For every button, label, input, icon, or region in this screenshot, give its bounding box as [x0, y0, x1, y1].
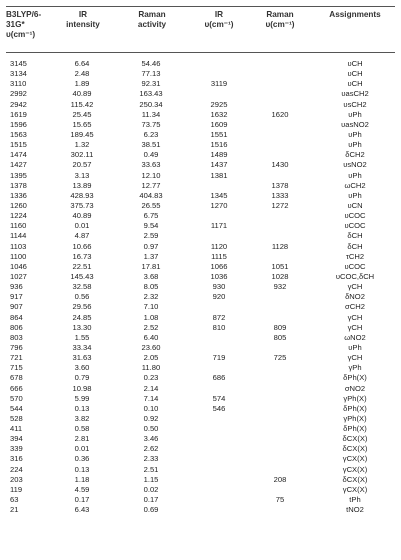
calc-frequency-cell: 1336	[10, 190, 27, 200]
table-row	[0, 394, 401, 404]
raman-frequency-cell: 725	[273, 353, 287, 363]
table-row	[0, 292, 401, 302]
calc-frequency-cell: 1474	[10, 150, 27, 160]
ir-frequency-cell: 546	[212, 403, 226, 413]
ir-frequency-cell: 1632	[210, 109, 228, 119]
assignment-cell: υCOC	[344, 221, 366, 231]
assignment-cell: υPh	[348, 342, 362, 352]
raman-activity-cell: 1.08	[143, 312, 159, 322]
raman-frequency-cell: 208	[273, 474, 287, 484]
calc-frequency-cell: 796	[10, 342, 23, 352]
ir-intensity-cell: 22.51	[72, 261, 92, 271]
calc-frequency-cell: 1224	[10, 211, 27, 221]
ir-intensity-cell: 10.66	[72, 241, 92, 251]
ir-intensity-cell: 3.13	[74, 170, 90, 180]
header-raman-frequency-unit: υ(cm⁻¹)	[265, 20, 295, 29]
ir-intensity-cell: 145.43	[70, 271, 94, 281]
raman-activity-cell: 11.34	[141, 109, 161, 119]
ir-intensity-cell: 31.63	[72, 353, 92, 363]
ir-intensity-cell: 10.98	[72, 383, 92, 393]
raman-activity-cell: 2.33	[143, 454, 159, 464]
assignment-cell: δPh(X)	[343, 424, 367, 434]
table-row	[0, 424, 401, 434]
calc-frequency-cell: 316	[10, 454, 23, 464]
calc-frequency-cell: 1619	[10, 109, 27, 119]
raman-activity-cell: 1.15	[143, 474, 159, 484]
raman-activity-cell: 77.13	[141, 69, 161, 79]
table-row	[0, 211, 401, 221]
raman-activity-cell: 73.75	[141, 119, 161, 129]
calc-frequency-cell: 1563	[10, 129, 27, 139]
table-row	[0, 262, 401, 272]
assignment-cell: γCH	[347, 322, 363, 332]
assignment-cell: υPh	[348, 109, 362, 119]
calc-frequency-cell: 806	[10, 322, 23, 332]
table-row	[0, 384, 401, 394]
raman-frequency-cell: 1028	[271, 271, 289, 281]
calc-frequency-cell: 544	[10, 403, 23, 413]
ir-frequency-cell: 686	[212, 373, 226, 383]
raman-activity-cell: 0.49	[143, 150, 159, 160]
ir-intensity-cell: 29.56	[72, 302, 92, 312]
raman-activity-cell: 2.51	[143, 464, 159, 474]
table-row	[0, 89, 401, 99]
ir-intensity-cell: 302.11	[70, 150, 94, 160]
ir-intensity-cell: 0.01	[74, 221, 90, 231]
raman-activity-cell: 163.43	[139, 89, 163, 99]
header-raman-activity-line1: Raman	[138, 10, 166, 19]
table-row	[0, 495, 401, 505]
header-raman-frequency	[255, 10, 305, 30]
assignment-cell: υCH	[347, 69, 363, 79]
header-ir-intensity-line1: IR	[78, 10, 88, 19]
calc-frequency-cell: 119	[10, 484, 23, 494]
table-row	[0, 485, 401, 495]
table-row	[0, 313, 401, 323]
ir-frequency-cell: 1551	[210, 129, 228, 139]
ir-intensity-cell: 24.85	[72, 312, 92, 322]
ir-frequency-cell: 1115	[211, 251, 227, 261]
raman-frequency-cell: 1620	[271, 109, 289, 119]
ir-frequency-cell: 1437	[210, 160, 228, 170]
calc-frequency-cell: 864	[10, 312, 23, 322]
table-row	[0, 100, 401, 110]
calc-frequency-cell: 803	[10, 332, 23, 342]
assignment-cell: γCH	[347, 282, 363, 292]
raman-activity-cell: 8.05	[143, 282, 159, 292]
calc-frequency-cell: 1160	[10, 221, 27, 231]
assignment-cell: δCX(X)	[342, 444, 368, 454]
table-row	[0, 140, 401, 150]
raman-activity-cell: 404.83	[139, 190, 163, 200]
table-row	[0, 475, 401, 485]
ir-intensity-cell: 4.87	[74, 231, 90, 241]
raman-frequency-cell: 1430	[271, 160, 289, 170]
assignment-cell: υasCH2	[341, 89, 369, 99]
table-row	[0, 150, 401, 160]
assignment-cell: δCH	[347, 231, 363, 241]
raman-frequency-cell: 1051	[271, 261, 289, 271]
assignment-cell: υasNO2	[341, 119, 369, 129]
ir-intensity-cell: 1.18	[74, 474, 90, 484]
assignment-cell: tNO2	[346, 505, 364, 515]
raman-frequency-cell: 932	[273, 282, 287, 292]
calc-frequency-cell: 2942	[10, 99, 27, 109]
assignment-cell: σCH2	[345, 302, 365, 312]
table-row	[0, 221, 401, 231]
calc-frequency-cell: 21	[10, 505, 19, 515]
assignment-cell: υsCH2	[343, 99, 367, 109]
raman-activity-cell: 2.52	[143, 322, 159, 332]
ir-intensity-cell: 4.59	[74, 484, 90, 494]
calc-frequency-cell: 3110	[10, 79, 27, 89]
ir-intensity-cell: 0.13	[74, 403, 90, 413]
table-row	[0, 160, 401, 170]
ir-intensity-cell: 3.82	[74, 413, 90, 423]
header-calc-line1: B3LYP/6-	[6, 10, 42, 19]
raman-activity-cell: 92.31	[141, 79, 161, 89]
ir-frequency-cell: 719	[212, 353, 226, 363]
raman-frequency-cell: 809	[273, 322, 287, 332]
table-row	[0, 252, 401, 262]
ir-frequency-cell: 1120	[210, 241, 228, 251]
header-assignments	[320, 10, 390, 20]
table-row	[0, 191, 401, 201]
header-ir-frequency-unit: υ(cm⁻¹)	[204, 20, 234, 29]
raman-frequency-cell: 1272	[271, 200, 289, 210]
calc-frequency-cell: 1427	[10, 160, 27, 170]
raman-activity-cell: 0.69	[143, 505, 159, 515]
ir-frequency-cell: 1345	[210, 190, 228, 200]
ir-intensity-cell: 13.89	[72, 180, 92, 190]
raman-activity-cell: 250.34	[139, 99, 163, 109]
calc-frequency-cell: 1103	[10, 241, 27, 251]
ir-intensity-cell: 20.57	[72, 160, 92, 170]
assignment-cell: υCOC,δCH	[335, 271, 375, 281]
raman-activity-cell: 0.92	[143, 413, 159, 423]
assignment-cell: υPh	[348, 140, 362, 150]
ir-intensity-cell: 6.43	[74, 505, 90, 515]
table-row	[0, 505, 401, 515]
table-row	[0, 79, 401, 89]
raman-activity-cell: 0.97	[143, 241, 159, 251]
assignment-cell: γCX(X)	[342, 464, 368, 474]
header-bottom-rule	[6, 52, 395, 53]
table-row	[0, 201, 401, 211]
table-row	[0, 282, 401, 292]
table-row	[0, 120, 401, 130]
calc-frequency-cell: 715	[10, 363, 23, 373]
raman-activity-cell: 6.75	[143, 211, 159, 221]
ir-intensity-cell: 0.36	[74, 454, 90, 464]
ir-frequency-cell: 930	[212, 282, 226, 292]
header-ir-frequency-line1: IR	[214, 10, 224, 19]
ir-intensity-cell: 375.73	[70, 200, 94, 210]
assignment-cell: δNO2	[345, 292, 365, 302]
header-assignments-line1: Assignments	[329, 10, 381, 19]
ir-intensity-cell: 13.30	[72, 322, 92, 332]
ir-frequency-cell: 1516	[210, 140, 228, 150]
assignment-cell: δCH2	[345, 150, 365, 160]
ir-intensity-cell: 1.32	[74, 140, 90, 150]
table-row	[0, 130, 401, 140]
calc-frequency-cell: 1378	[10, 180, 27, 190]
raman-activity-cell: 0.23	[143, 373, 159, 383]
ir-intensity-cell: 32.58	[72, 282, 92, 292]
assignment-cell: γCX(X)	[342, 454, 368, 464]
calc-frequency-cell: 1260	[10, 200, 27, 210]
calc-frequency-cell: 2992	[10, 89, 27, 99]
assignment-cell: γCH	[347, 353, 363, 363]
raman-activity-cell: 33.63	[141, 160, 161, 170]
assignment-cell: γPh(X)	[343, 413, 367, 423]
raman-activity-cell: 12.10	[141, 170, 161, 180]
assignment-cell: υPh	[348, 129, 362, 139]
ir-frequency-cell: 1609	[210, 119, 228, 129]
table-row	[0, 171, 401, 181]
raman-activity-cell: 17.81	[141, 261, 161, 271]
header-raman-activity	[127, 10, 177, 30]
calc-frequency-cell: 1046	[10, 261, 27, 271]
table-row	[0, 444, 401, 454]
calc-frequency-cell: 721	[10, 353, 23, 363]
ir-intensity-cell: 0.79	[74, 373, 90, 383]
ir-frequency-cell: 1171	[210, 221, 228, 231]
header-ir-intensity-line2: intensity	[66, 20, 100, 29]
ir-frequency-cell: 1381	[210, 170, 228, 180]
calc-frequency-cell: 570	[10, 393, 23, 403]
raman-activity-cell: 9.54	[143, 221, 159, 231]
assignment-cell: τCH2	[345, 251, 365, 261]
raman-activity-cell: 2.05	[143, 353, 159, 363]
calc-frequency-cell: 63	[10, 495, 19, 505]
assignment-cell: δCX(X)	[342, 474, 368, 484]
calc-frequency-cell: 907	[10, 302, 23, 312]
ir-intensity-cell: 0.13	[74, 464, 90, 474]
header-ir-intensity	[58, 10, 108, 30]
ir-intensity-cell: 0.56	[74, 292, 90, 302]
assignment-cell: γPh(X)	[343, 393, 367, 403]
table-top-rule	[6, 6, 395, 7]
assignment-cell: ωNO2	[344, 332, 366, 342]
ir-intensity-cell: 25.45	[72, 109, 92, 119]
assignment-cell: σNO2	[344, 383, 366, 393]
calc-frequency-cell: 1144	[10, 231, 27, 241]
calc-frequency-cell: 678	[10, 373, 23, 383]
raman-frequency-cell: 1128	[271, 241, 289, 251]
assignment-cell: δPh(X)	[343, 403, 367, 413]
ir-frequency-cell: 2925	[210, 99, 228, 109]
ir-intensity-cell: 189.45	[70, 129, 94, 139]
raman-activity-cell: 0.02	[143, 484, 159, 494]
ir-intensity-cell: 3.60	[74, 363, 90, 373]
ir-intensity-cell: 2.48	[74, 69, 90, 79]
ir-intensity-cell: 40.89	[72, 211, 92, 221]
assignment-cell: γCH	[347, 312, 363, 322]
header-calc-unit: υ(cm⁻¹)	[6, 30, 36, 39]
ir-frequency-cell: 1066	[210, 261, 228, 271]
raman-activity-cell: 2.32	[143, 292, 159, 302]
header-raman-activity-line2: activity	[137, 20, 167, 29]
ir-intensity-cell: 0.58	[74, 424, 90, 434]
header-ir-frequency	[194, 10, 244, 30]
calc-frequency-cell: 666	[10, 383, 23, 393]
raman-activity-cell: 23.60	[141, 342, 161, 352]
table-row	[0, 343, 401, 353]
ir-intensity-cell: 5.99	[74, 393, 90, 403]
table-row	[0, 231, 401, 241]
raman-activity-cell: 26.55	[141, 200, 161, 210]
calc-frequency-cell: 528	[10, 413, 23, 423]
table-row	[0, 302, 401, 312]
assignment-cell: υCN	[347, 200, 363, 210]
ir-intensity-cell: 1.89	[74, 79, 90, 89]
calc-frequency-cell: 1395	[10, 170, 27, 180]
calc-frequency-cell: 1596	[10, 119, 27, 129]
calc-frequency-cell: 1515	[10, 140, 27, 150]
assignment-cell: υCH	[347, 79, 363, 89]
raman-activity-cell: 0.50	[143, 424, 159, 434]
calc-frequency-cell: 411	[10, 424, 23, 434]
ir-frequency-cell: 1489	[210, 150, 228, 160]
table-row	[0, 465, 401, 475]
calc-frequency-cell: 394	[10, 434, 23, 444]
raman-activity-cell: 54.46	[141, 59, 161, 68]
ir-intensity-cell: 0.01	[74, 444, 90, 454]
table-row	[0, 353, 401, 363]
raman-frequency-cell: 805	[273, 332, 287, 342]
ir-intensity-cell: 1.55	[74, 332, 90, 342]
raman-frequency-cell: 1378	[271, 180, 289, 190]
assignment-cell: γCX(X)	[342, 484, 368, 494]
ir-frequency-cell: 810	[212, 322, 226, 332]
assignment-cell: υsNO2	[343, 160, 367, 170]
table-row	[0, 323, 401, 333]
table-row	[0, 181, 401, 191]
calc-frequency-cell: 3145	[10, 59, 27, 68]
table-row	[0, 454, 401, 464]
ir-frequency-cell: 574	[212, 393, 226, 403]
calc-frequency-cell: 1027	[10, 271, 27, 281]
ir-intensity-cell: 33.34	[72, 342, 92, 352]
table-row	[0, 414, 401, 424]
assignment-cell: υPh	[348, 190, 362, 200]
ir-intensity-cell: 16.73	[72, 251, 92, 261]
ir-frequency-cell: 920	[212, 292, 226, 302]
raman-activity-cell: 0.17	[143, 495, 159, 505]
calc-frequency-cell: 224	[10, 464, 23, 474]
table-row	[0, 333, 401, 343]
table-row	[0, 242, 401, 252]
assignment-cell: δPh(X)	[343, 373, 367, 383]
table-row	[0, 363, 401, 373]
ir-frequency-cell: 3119	[210, 79, 228, 89]
header-raman-frequency-line1: Raman	[266, 10, 294, 19]
raman-frequency-cell: 75	[275, 495, 285, 505]
assignment-cell: υCOC	[344, 211, 366, 221]
raman-activity-cell: 3.46	[143, 434, 159, 444]
raman-activity-cell: 2.14	[143, 383, 159, 393]
raman-activity-cell: 1.37	[143, 251, 159, 261]
calc-frequency-cell: 203	[10, 474, 23, 484]
raman-activity-cell: 12.77	[141, 180, 161, 190]
raman-activity-cell: 2.59	[143, 231, 159, 241]
ir-frequency-cell: 1036	[210, 271, 228, 281]
calc-frequency-cell: 3134	[10, 69, 27, 79]
ir-intensity-cell: 15.65	[72, 119, 92, 129]
assignment-cell: δCX(X)	[342, 434, 368, 444]
calc-frequency-cell: 339	[10, 444, 23, 454]
assignment-cell: υCH	[347, 59, 363, 68]
header-calc-frequency	[6, 10, 56, 40]
calc-frequency-cell: 917	[10, 292, 23, 302]
assignment-cell: γPh	[348, 363, 362, 373]
ir-frequency-cell: 1270	[210, 200, 228, 210]
ir-intensity-cell: 115.42	[70, 99, 94, 109]
ir-intensity-cell: 0.17	[74, 495, 90, 505]
raman-activity-cell: 0.10	[143, 403, 159, 413]
assignment-cell: υPh	[348, 170, 362, 180]
assignment-cell: υCOC	[344, 261, 366, 271]
raman-activity-cell: 11.80	[141, 363, 161, 373]
raman-activity-cell: 6.40	[143, 332, 159, 342]
table-row	[0, 404, 401, 414]
raman-activity-cell: 2.62	[143, 444, 159, 454]
table-row	[0, 373, 401, 383]
table-row	[0, 434, 401, 444]
raman-frequency-cell: 1333	[271, 190, 289, 200]
table-body	[0, 59, 401, 515]
ir-intensity-cell: 2.81	[74, 434, 90, 444]
assignment-cell: tPh	[349, 495, 361, 505]
table-row	[0, 69, 401, 79]
table-row	[0, 110, 401, 120]
ir-intensity-cell: 428.93	[70, 190, 94, 200]
header-calc-line2: 31G*	[6, 20, 25, 29]
table-row	[0, 59, 401, 69]
table-row	[0, 272, 401, 282]
raman-activity-cell: 7.10	[143, 302, 159, 312]
ir-intensity-cell: 6.64	[74, 59, 90, 68]
ir-frequency-cell: 872	[212, 312, 226, 322]
assignment-cell: δCH	[347, 241, 363, 251]
assignment-cell: ωCH2	[344, 180, 366, 190]
ir-intensity-cell: 40.89	[72, 89, 92, 99]
calc-frequency-cell: 1100	[10, 251, 27, 261]
raman-activity-cell: 38.51	[141, 140, 161, 150]
calc-frequency-cell: 936	[10, 282, 23, 292]
raman-activity-cell: 7.14	[143, 393, 159, 403]
raman-activity-cell: 6.23	[143, 129, 159, 139]
raman-activity-cell: 3.68	[143, 271, 159, 281]
